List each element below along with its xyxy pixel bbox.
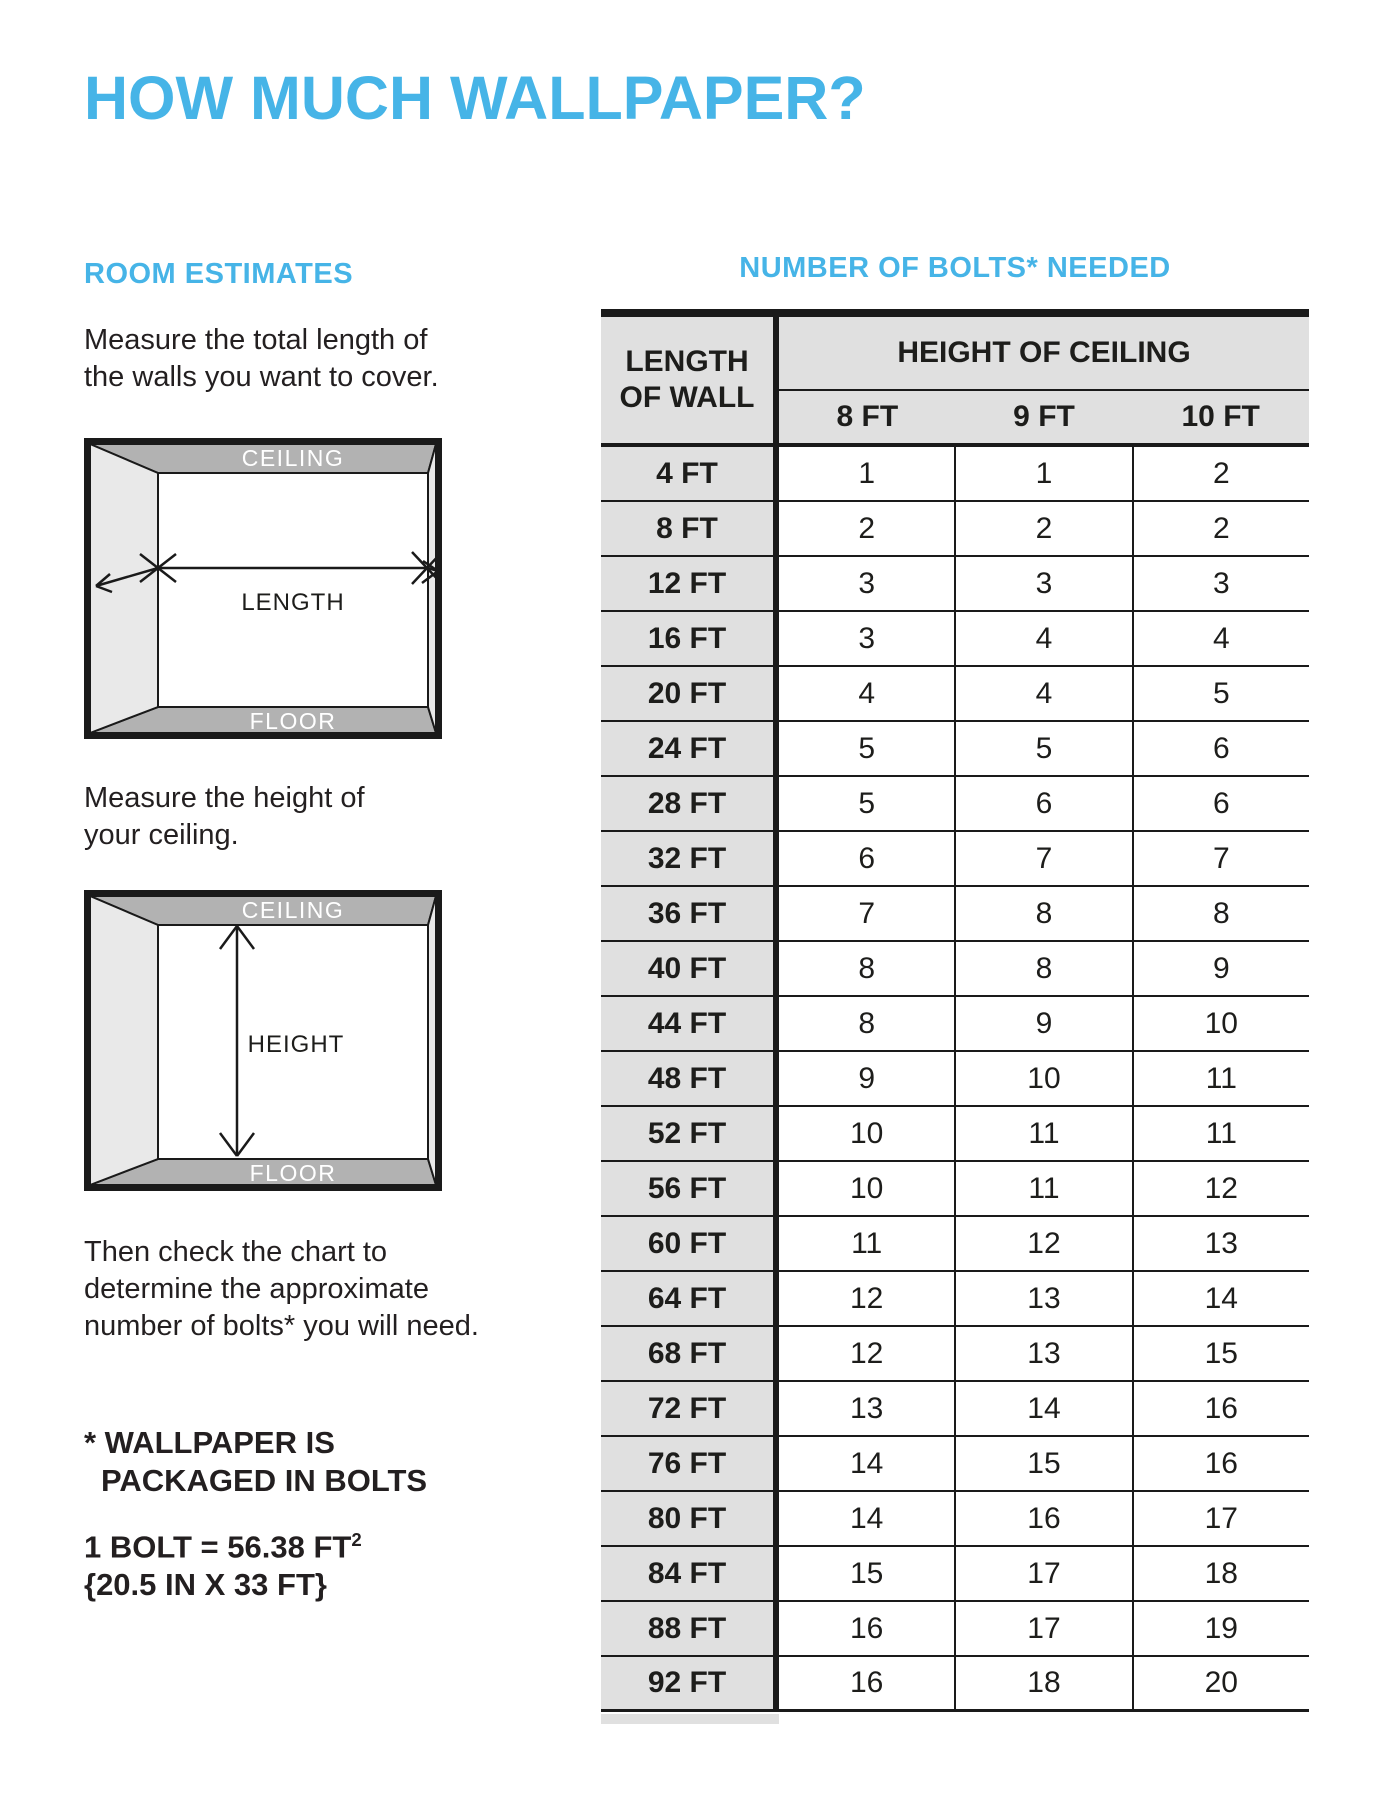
right-wall-face xyxy=(428,444,436,733)
instruction-measure-height xyxy=(84,780,365,854)
floor-label: FLOOR xyxy=(249,1160,337,1186)
text-line: your ceiling. xyxy=(84,819,239,851)
bolt-count-cell: 15 xyxy=(779,1547,956,1600)
bolt-count-cell: 12 xyxy=(779,1272,956,1325)
table-row xyxy=(601,1382,1309,1437)
row-label-length-of-wall: 48 FT xyxy=(601,1052,779,1105)
bolts-table xyxy=(601,309,1309,1712)
table-row xyxy=(601,557,1309,612)
bolt-count-cell: 14 xyxy=(779,1437,956,1490)
bolt-count-cell: 11 xyxy=(956,1162,1133,1215)
bolt-count-cell: 5 xyxy=(779,777,956,830)
bolt-count-cell: 2 xyxy=(956,502,1133,555)
bolt-count-cell: 18 xyxy=(956,1657,1133,1709)
row-label-length-of-wall: 80 FT xyxy=(601,1492,779,1545)
bolt-count-cell: 8 xyxy=(779,997,956,1050)
bolt-count-cell: 4 xyxy=(779,667,956,720)
table-row xyxy=(601,502,1309,557)
bolt-count-cell: 1 xyxy=(956,447,1133,500)
bolt-count-cell: 10 xyxy=(779,1107,956,1160)
bolt-count-cell: 18 xyxy=(1134,1547,1309,1600)
text-line: PACKAGED IN BOLTS xyxy=(101,1463,428,1498)
text-line: determine the approximate xyxy=(84,1273,429,1305)
bolt-count-cell: 15 xyxy=(956,1437,1133,1490)
bolt-count-cell: 8 xyxy=(1134,887,1309,940)
table-row xyxy=(601,447,1309,502)
column-header-9ft: 9 FT xyxy=(1013,400,1075,433)
bolt-count-cell: 6 xyxy=(1134,777,1309,830)
table-row xyxy=(601,612,1309,667)
row-label-length-of-wall: 24 FT xyxy=(601,722,779,775)
bolt-count-cell: 7 xyxy=(1134,832,1309,885)
table-row xyxy=(601,667,1309,722)
floor-label: FLOOR xyxy=(249,708,337,734)
text-line: number of bolts* you will need. xyxy=(84,1310,479,1342)
table-header xyxy=(601,317,1309,447)
text-line: Measure the total length of xyxy=(84,324,428,356)
table-row xyxy=(601,722,1309,777)
table-row xyxy=(601,1437,1309,1492)
row-label-length-of-wall: 36 FT xyxy=(601,887,779,940)
table-bottom-tail xyxy=(601,1714,779,1724)
row-label-length-of-wall: 8 FT xyxy=(601,502,779,555)
bolt-count-cell: 3 xyxy=(956,557,1133,610)
instruction-check-chart xyxy=(84,1234,479,1345)
instruction-measure-length xyxy=(84,322,439,396)
table-row xyxy=(601,1272,1309,1327)
footnote-wallpaper-bolts xyxy=(84,1424,427,1500)
table-corner-header: LENGTH OF WALL xyxy=(601,317,779,443)
bolt-count-cell: 16 xyxy=(779,1657,956,1709)
row-label-length-of-wall: 12 FT xyxy=(601,557,779,610)
height-label: HEIGHT xyxy=(247,1031,345,1058)
row-label-length-of-wall: 92 FT xyxy=(601,1657,779,1709)
left-wall-face xyxy=(90,896,158,1185)
bolt-count-cell: 20 xyxy=(1134,1657,1309,1709)
bolt-dimensions-line: {20.5 IN X 33 FT} xyxy=(84,1567,327,1603)
bolt-count-cell: 19 xyxy=(1134,1602,1309,1655)
bolt-formula xyxy=(84,1521,362,1604)
bolt-count-cell: 4 xyxy=(956,612,1133,665)
row-label-length-of-wall: 32 FT xyxy=(601,832,779,885)
bolt-count-cell: 10 xyxy=(956,1052,1133,1105)
table-row xyxy=(601,1327,1309,1382)
bolt-count-cell: 10 xyxy=(779,1162,956,1215)
bolt-count-cell: 8 xyxy=(956,942,1133,995)
table-top-border xyxy=(601,309,1309,317)
text-line: * WALLPAPER IS xyxy=(84,1425,335,1460)
row-label-length-of-wall: 4 FT xyxy=(601,447,779,500)
bolt-count-cell: 16 xyxy=(956,1492,1133,1545)
table-row xyxy=(601,1162,1309,1217)
row-label-length-of-wall: 68 FT xyxy=(601,1327,779,1380)
bolt-count-cell: 16 xyxy=(779,1602,956,1655)
bolt-count-cell: 3 xyxy=(1134,557,1309,610)
table-row xyxy=(601,1492,1309,1547)
bolt-count-cell: 13 xyxy=(1134,1217,1309,1270)
row-label-length-of-wall: 40 FT xyxy=(601,942,779,995)
column-header-8ft: 8 FT xyxy=(836,400,899,433)
bolt-count-cell: 17 xyxy=(956,1602,1133,1655)
bolt-count-cell: 2 xyxy=(779,502,956,555)
bolt-count-cell: 6 xyxy=(1134,722,1309,775)
table-row xyxy=(601,832,1309,887)
row-label-length-of-wall: 64 FT xyxy=(601,1272,779,1325)
bolt-count-cell: 7 xyxy=(956,832,1133,885)
row-label-length-of-wall: 72 FT xyxy=(601,1382,779,1435)
table-row xyxy=(601,1217,1309,1272)
bolt-count-cell: 8 xyxy=(956,887,1133,940)
bolt-count-cell: 8 xyxy=(779,942,956,995)
bolt-count-cell: 17 xyxy=(1134,1492,1309,1545)
length-label: LENGTH xyxy=(241,589,345,616)
ceiling-label: CEILING xyxy=(241,445,345,471)
table-row xyxy=(601,777,1309,832)
row-label-length-of-wall: 28 FT xyxy=(601,777,779,830)
bolt-count-cell: 5 xyxy=(1134,667,1309,720)
bolt-count-cell: 13 xyxy=(956,1272,1133,1325)
superscript-2: 2 xyxy=(351,1529,362,1550)
bolt-count-cell: 7 xyxy=(779,887,956,940)
bolt-count-cell: 5 xyxy=(779,722,956,775)
length-diagram xyxy=(84,438,442,739)
bolt-count-cell: 14 xyxy=(956,1382,1133,1435)
height-diagram xyxy=(84,890,442,1191)
bolt-count-cell: 10 xyxy=(1134,997,1309,1050)
bolt-count-cell: 9 xyxy=(956,997,1133,1050)
row-label-length-of-wall: 84 FT xyxy=(601,1547,779,1600)
column-header-10ft: 10 FT xyxy=(1181,400,1260,433)
bolt-count-cell: 12 xyxy=(1134,1162,1309,1215)
table-group-header: HEIGHT OF CEILING xyxy=(779,317,1309,391)
section-heading-room-estimates: ROOM ESTIMATES xyxy=(84,258,354,290)
bolt-count-cell: 12 xyxy=(779,1327,956,1380)
bolt-count-cell: 16 xyxy=(1134,1437,1309,1490)
row-label-length-of-wall: 60 FT xyxy=(601,1217,779,1270)
bolt-count-cell: 14 xyxy=(1134,1272,1309,1325)
bolt-count-cell: 2 xyxy=(1134,502,1309,555)
bolt-count-cell: 2 xyxy=(1134,447,1309,500)
bolt-count-cell: 15 xyxy=(1134,1327,1309,1380)
text-line: Then check the chart to xyxy=(84,1236,388,1268)
bolt-count-cell: 11 xyxy=(779,1217,956,1270)
row-label-length-of-wall: 44 FT xyxy=(601,997,779,1050)
row-label-length-of-wall: 20 FT xyxy=(601,667,779,720)
table-body xyxy=(601,447,1309,1712)
text-line: Measure the height of xyxy=(84,782,365,814)
table-header-right xyxy=(779,317,1309,443)
bolt-count-cell: 4 xyxy=(1134,612,1309,665)
bolt-count-cell: 11 xyxy=(1134,1052,1309,1105)
bolt-count-cell: 17 xyxy=(956,1547,1133,1600)
row-label-length-of-wall: 16 FT xyxy=(601,612,779,665)
table-title: NUMBER OF BOLTS* NEEDED xyxy=(739,252,1171,284)
bolt-count-cell: 11 xyxy=(956,1107,1133,1160)
bolt-count-cell: 9 xyxy=(779,1052,956,1105)
row-label-length-of-wall: 76 FT xyxy=(601,1437,779,1490)
bolt-count-cell: 6 xyxy=(956,777,1133,830)
bolt-count-cell: 1 xyxy=(779,447,956,500)
bolt-count-cell: 16 xyxy=(1134,1382,1309,1435)
table-row xyxy=(601,997,1309,1052)
bolt-count-cell: 9 xyxy=(1134,942,1309,995)
bolt-count-cell: 13 xyxy=(956,1327,1133,1380)
ceiling-label: CEILING xyxy=(241,897,345,923)
table-row xyxy=(601,1602,1309,1657)
bolt-count-cell: 12 xyxy=(956,1217,1133,1270)
bolt-count-cell: 13 xyxy=(779,1382,956,1435)
bolt-size-line: 1 BOLT = 56.38 $FT^2$ xyxy=(84,1529,362,1565)
row-label-length-of-wall: 88 FT xyxy=(601,1602,779,1655)
bolt-count-cell: 5 xyxy=(956,722,1133,775)
bolt-count-cell: 4 xyxy=(956,667,1133,720)
bolt-count-cell: 3 xyxy=(779,612,956,665)
table-row xyxy=(601,1052,1309,1107)
table-row xyxy=(601,942,1309,997)
table-row xyxy=(601,1107,1309,1162)
table-row xyxy=(601,887,1309,942)
table-column-headers xyxy=(779,391,1309,443)
row-label-length-of-wall: 56 FT xyxy=(601,1162,779,1215)
bolt-count-cell: 14 xyxy=(779,1492,956,1545)
page-title: HOW MUCH WALLPAPER? xyxy=(84,64,866,132)
bolt-count-cell: 6 xyxy=(779,832,956,885)
row-label-length-of-wall: 52 FT xyxy=(601,1107,779,1160)
right-wall-face xyxy=(428,896,436,1185)
text-line: the walls you want to cover. xyxy=(84,361,439,393)
bolt-count-cell: 11 xyxy=(1134,1107,1309,1160)
table-row xyxy=(601,1547,1309,1602)
table-row xyxy=(601,1657,1309,1712)
bolt-count-cell: 3 xyxy=(779,557,956,610)
